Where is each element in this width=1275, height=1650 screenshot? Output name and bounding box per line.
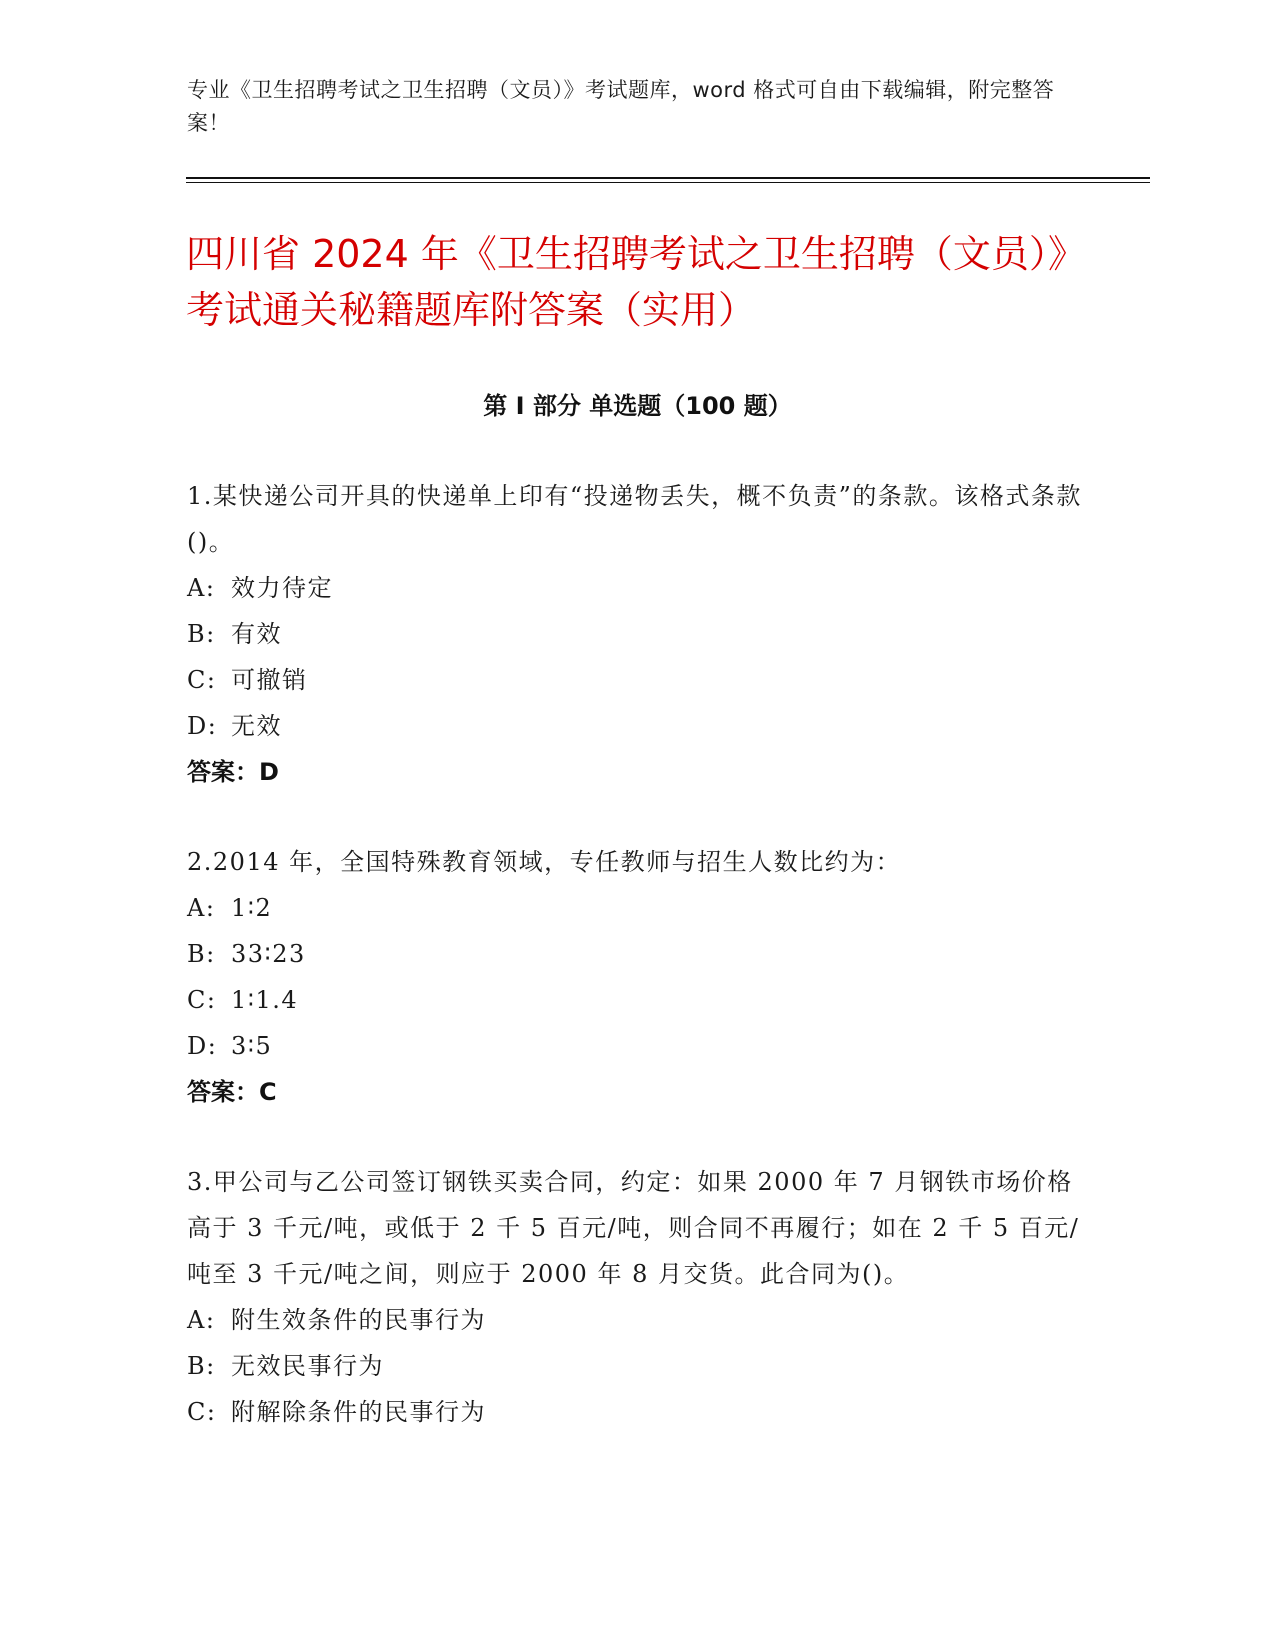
question-2 [187, 839, 1087, 1115]
question-1 [187, 473, 1087, 795]
answer-line: 答案：D [187, 758, 279, 786]
option-letter: D: [187, 712, 218, 740]
section-heading: 第 I 部分 单选题（100 题） [483, 392, 792, 420]
document-title: 四川省 2024 年《卫生招聘考试之卫生招聘（文员）》考试通关秘籍题库附答案（实用） [186, 232, 1086, 332]
option-text: 效力待定 [231, 574, 333, 602]
option-b [187, 931, 1087, 977]
option-c [187, 977, 1087, 1023]
header-rule-thick [186, 177, 1150, 179]
option-letter: A: [187, 1306, 216, 1334]
option-a [187, 565, 1087, 611]
option-b [187, 611, 1087, 657]
answer-line: 答案：C [187, 1078, 277, 1106]
question-list [187, 473, 1087, 1479]
option-letter: B: [187, 940, 216, 968]
option-letter: C: [187, 666, 217, 694]
option-d [187, 1023, 1087, 1069]
option-text: 无效民事行为 [231, 1352, 384, 1380]
option-text: 附生效条件的民事行为 [231, 1306, 486, 1334]
option-text: 1∶2 [231, 894, 273, 922]
option-letter: B: [187, 1352, 216, 1380]
option-letter: A: [187, 574, 216, 602]
question-text: 1.某快递公司开具的快递单上印有“投递物丢失，概不负责”的条款。该格式条款()。 [187, 482, 1082, 556]
option-letter: C: [187, 1398, 217, 1426]
option-text: 1∶1.4 [231, 986, 299, 1014]
option-a [187, 885, 1087, 931]
option-letter: C: [187, 986, 217, 1014]
option-letter: D: [187, 1032, 218, 1060]
option-text: 3∶5 [231, 1032, 273, 1060]
question-text: 3.甲公司与乙公司签订钢铁买卖合同，约定：如果 2000 年 7 月钢铁市场价格高于 3 千元/吨，或低于 2 千 5 百元/吨，则合同不再履行；如在 2 千 5 百元/吨至 3 千元/吨之间，则应于 2000 年 8 月交货。此合同为()。 [187, 1168, 1080, 1288]
header-note: 专业《卫生招聘考试之卫生招聘（文员）》考试题库，word 格式可自由下载编辑，附完整答案！ [187, 78, 1055, 135]
option-b [187, 1343, 1087, 1389]
option-c [187, 657, 1087, 703]
option-letter: B: [187, 620, 216, 648]
option-text: 有效 [231, 620, 282, 648]
question-3 [187, 1159, 1087, 1435]
option-c [187, 1389, 1087, 1435]
question-text: 2.2014 年，全国特殊教育领域，专任教师与招生人数比约为： [187, 848, 902, 876]
header-rule-thin [186, 182, 1150, 183]
option-letter: A: [187, 894, 216, 922]
option-text: 无效 [231, 712, 282, 740]
option-d [187, 703, 1087, 749]
option-a [187, 1297, 1087, 1343]
option-text: 附解除条件的民事行为 [231, 1398, 486, 1426]
option-text: 可撤销 [231, 666, 308, 694]
option-text: 33∶23 [231, 940, 306, 968]
